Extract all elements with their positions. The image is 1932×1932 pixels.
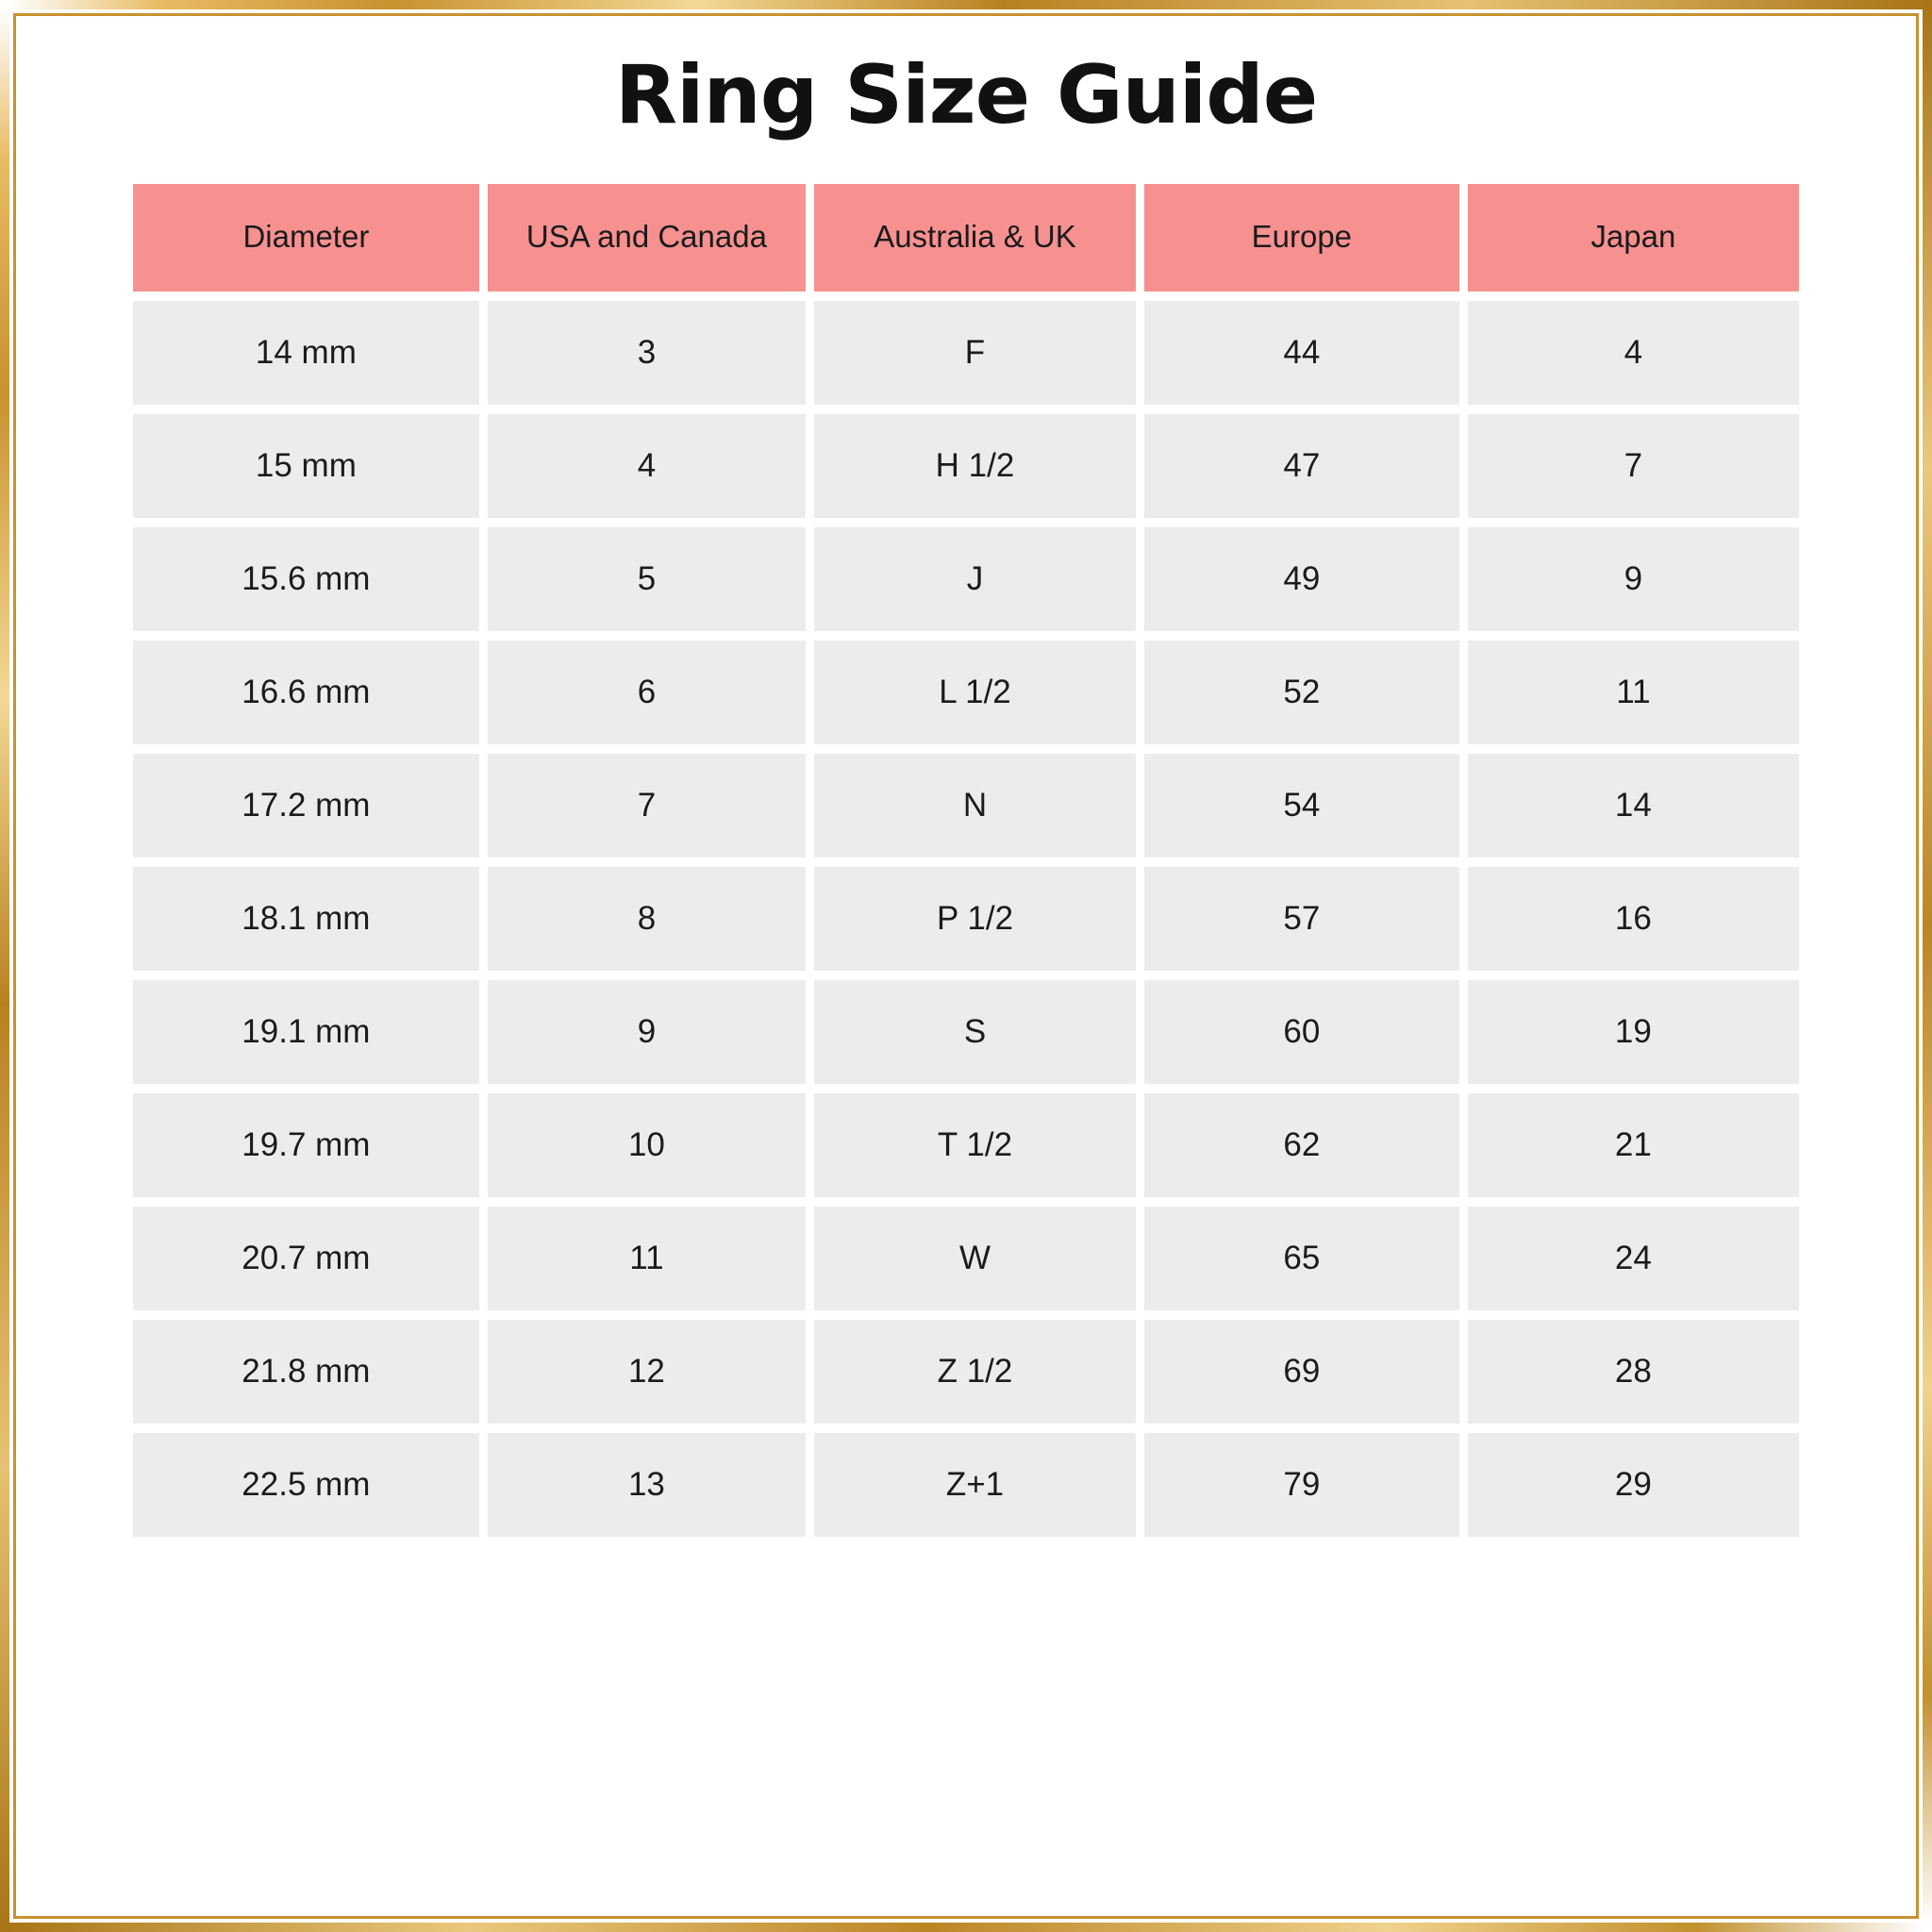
ring-size-guide-page <box>21 21 1911 1911</box>
column-header-europe: Europe <box>1144 184 1459 291</box>
cell-australia-uk: J <box>814 527 1136 631</box>
table-row <box>133 980 1799 1084</box>
table-row <box>133 414 1799 518</box>
column-header-diameter: Diameter <box>133 184 479 291</box>
table-header <box>133 184 1799 291</box>
table-row <box>133 641 1799 744</box>
page-title: Ring Size Guide <box>614 48 1318 142</box>
cell-usa-canada: 9 <box>488 980 806 1084</box>
cell-usa-canada: 11 <box>488 1207 806 1310</box>
table-row <box>133 527 1799 631</box>
table-row <box>133 1093 1799 1197</box>
table-row <box>133 1207 1799 1310</box>
cell-europe: 79 <box>1144 1433 1459 1537</box>
ring-size-table <box>125 175 1807 1546</box>
cell-diameter: 20.7 mm <box>133 1207 479 1310</box>
column-header-usa-canada: USA and Canada <box>488 184 806 291</box>
cell-australia-uk: N <box>814 754 1136 858</box>
cell-diameter: 22.5 mm <box>133 1433 479 1537</box>
cell-australia-uk: L 1/2 <box>814 641 1136 744</box>
cell-japan: 24 <box>1468 1207 1799 1310</box>
cell-japan: 4 <box>1468 301 1799 405</box>
cell-europe: 69 <box>1144 1320 1459 1424</box>
cell-australia-uk: F <box>814 301 1136 405</box>
cell-japan: 11 <box>1468 641 1799 744</box>
cell-japan: 7 <box>1468 414 1799 518</box>
column-header-japan: Japan <box>1468 184 1799 291</box>
cell-australia-uk: Z 1/2 <box>814 1320 1136 1424</box>
cell-australia-uk: W <box>814 1207 1136 1310</box>
cell-europe: 57 <box>1144 867 1459 971</box>
cell-europe: 60 <box>1144 980 1459 1084</box>
cell-europe: 54 <box>1144 754 1459 858</box>
cell-usa-canada: 6 <box>488 641 806 744</box>
cell-europe: 62 <box>1144 1093 1459 1197</box>
cell-australia-uk: S <box>814 980 1136 1084</box>
cell-japan: 19 <box>1468 980 1799 1084</box>
cell-japan: 29 <box>1468 1433 1799 1537</box>
cell-japan: 14 <box>1468 754 1799 858</box>
cell-australia-uk: T 1/2 <box>814 1093 1136 1197</box>
cell-diameter: 15.6 mm <box>133 527 479 631</box>
cell-australia-uk: Z+1 <box>814 1433 1136 1537</box>
cell-australia-uk: P 1/2 <box>814 867 1136 971</box>
table-row <box>133 1433 1799 1537</box>
cell-diameter: 17.2 mm <box>133 754 479 858</box>
table-row <box>133 754 1799 858</box>
cell-japan: 28 <box>1468 1320 1799 1424</box>
cell-japan: 21 <box>1468 1093 1799 1197</box>
cell-usa-canada: 8 <box>488 867 806 971</box>
cell-diameter: 19.7 mm <box>133 1093 479 1197</box>
cell-usa-canada: 12 <box>488 1320 806 1424</box>
cell-diameter: 18.1 mm <box>133 867 479 971</box>
cell-usa-canada: 13 <box>488 1433 806 1537</box>
cell-europe: 52 <box>1144 641 1459 744</box>
cell-usa-canada: 5 <box>488 527 806 631</box>
cell-diameter: 21.8 mm <box>133 1320 479 1424</box>
cell-diameter: 16.6 mm <box>133 641 479 744</box>
table-row <box>133 1320 1799 1424</box>
cell-diameter: 19.1 mm <box>133 980 479 1084</box>
cell-usa-canada: 10 <box>488 1093 806 1197</box>
table-row <box>133 301 1799 405</box>
column-header-australia-uk: Australia & UK <box>814 184 1136 291</box>
table-header-row <box>133 184 1799 291</box>
cell-europe: 44 <box>1144 301 1459 405</box>
table-body <box>133 301 1799 1537</box>
cell-japan: 9 <box>1468 527 1799 631</box>
cell-diameter: 14 mm <box>133 301 479 405</box>
cell-usa-canada: 3 <box>488 301 806 405</box>
cell-japan: 16 <box>1468 867 1799 971</box>
table-row <box>133 867 1799 971</box>
cell-europe: 49 <box>1144 527 1459 631</box>
cell-europe: 65 <box>1144 1207 1459 1310</box>
cell-usa-canada: 7 <box>488 754 806 858</box>
cell-australia-uk: H 1/2 <box>814 414 1136 518</box>
cell-diameter: 15 mm <box>133 414 479 518</box>
cell-usa-canada: 4 <box>488 414 806 518</box>
cell-europe: 47 <box>1144 414 1459 518</box>
